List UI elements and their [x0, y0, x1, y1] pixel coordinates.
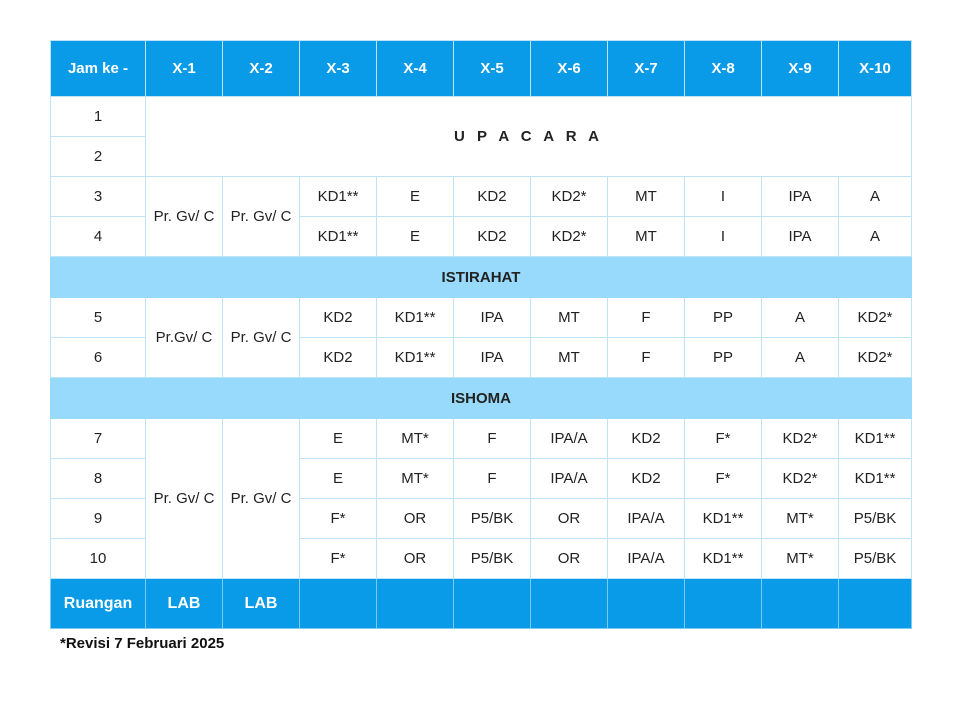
lab-session-cell: Pr. Gv/ C: [223, 177, 300, 257]
subject-cell: IPA/A: [608, 499, 685, 539]
subject-cell: IPA: [454, 338, 531, 378]
room-cell: [377, 579, 454, 629]
lab-session-cell: Pr. Gv/ C: [146, 419, 223, 579]
subject-cell: P5/BK: [839, 539, 912, 579]
header-class-x7: X-7: [608, 41, 685, 97]
header-class-x3: X-3: [300, 41, 377, 97]
subject-cell: KD2*: [839, 338, 912, 378]
jam-cell: 2: [51, 137, 146, 177]
subject-cell: P5/BK: [454, 539, 531, 579]
subject-cell: MT*: [762, 499, 839, 539]
subject-cell: KD2: [300, 298, 377, 338]
subject-cell: A: [762, 298, 839, 338]
subject-cell: MT*: [762, 539, 839, 579]
subject-cell: E: [377, 217, 454, 257]
room-row: [51, 579, 912, 629]
break-label: ISHOMA: [51, 378, 912, 419]
header-class-x1: X-1: [146, 41, 223, 97]
subject-cell: F*: [300, 499, 377, 539]
room-cell: [454, 579, 531, 629]
room-cell: [685, 579, 762, 629]
subject-cell: E: [300, 419, 377, 459]
schedule-table: [50, 40, 912, 629]
subject-cell: KD2*: [762, 419, 839, 459]
lab-session-cell: Pr.Gv/ C: [146, 298, 223, 378]
table-row: [51, 298, 912, 338]
room-cell: [300, 579, 377, 629]
subject-cell: KD2: [300, 338, 377, 378]
jam-cell: 9: [51, 499, 146, 539]
subject-cell: MT: [531, 298, 608, 338]
break-row-istirahat: [51, 257, 912, 298]
table-row: [51, 177, 912, 217]
header-class-x9: X-9: [762, 41, 839, 97]
subject-cell: KD2*: [531, 177, 608, 217]
subject-cell: KD1**: [685, 539, 762, 579]
subject-cell: KD2: [454, 177, 531, 217]
subject-cell: P5/BK: [839, 499, 912, 539]
header-class-x8: X-8: [685, 41, 762, 97]
subject-cell: KD2: [608, 459, 685, 499]
subject-cell: IPA: [762, 217, 839, 257]
subject-cell: I: [685, 217, 762, 257]
header-class-x5: X-5: [454, 41, 531, 97]
subject-cell: IPA: [762, 177, 839, 217]
subject-cell: OR: [531, 539, 608, 579]
subject-cell: MT: [608, 177, 685, 217]
subject-cell: A: [762, 338, 839, 378]
subject-cell: E: [300, 459, 377, 499]
break-label: ISTIRAHAT: [51, 257, 912, 298]
jam-cell: 4: [51, 217, 146, 257]
subject-cell: IPA/A: [531, 459, 608, 499]
header-class-x10: X-10: [839, 41, 912, 97]
jam-cell: 7: [51, 419, 146, 459]
header-class-x2: X-2: [223, 41, 300, 97]
subject-cell: OR: [377, 539, 454, 579]
subject-cell: MT*: [377, 459, 454, 499]
table-row: [51, 97, 912, 137]
subject-cell: KD2*: [531, 217, 608, 257]
subject-cell: F: [608, 338, 685, 378]
room-cell: [762, 579, 839, 629]
subject-cell: I: [685, 177, 762, 217]
jam-cell: 8: [51, 459, 146, 499]
room-cell: [839, 579, 912, 629]
lab-session-cell: Pr. Gv/ C: [146, 177, 223, 257]
subject-cell: PP: [685, 338, 762, 378]
subject-cell: F: [454, 459, 531, 499]
subject-cell: MT: [608, 217, 685, 257]
subject-cell: OR: [531, 499, 608, 539]
subject-cell: MT*: [377, 419, 454, 459]
subject-cell: KD2*: [839, 298, 912, 338]
upacara-cell: U P A C A R A: [146, 97, 912, 177]
jam-cell: 5: [51, 298, 146, 338]
room-cell: [531, 579, 608, 629]
subject-cell: KD2: [608, 419, 685, 459]
header-class-x4: X-4: [377, 41, 454, 97]
subject-cell: F: [608, 298, 685, 338]
jam-cell: 1: [51, 97, 146, 137]
room-cell: [608, 579, 685, 629]
header-row: [51, 41, 912, 97]
subject-cell: IPA/A: [531, 419, 608, 459]
subject-cell: F*: [685, 459, 762, 499]
subject-cell: P5/BK: [454, 499, 531, 539]
subject-cell: E: [377, 177, 454, 217]
header-class-x6: X-6: [531, 41, 608, 97]
subject-cell: F: [454, 419, 531, 459]
jam-cell: 3: [51, 177, 146, 217]
subject-cell: KD1**: [685, 499, 762, 539]
subject-cell: KD1**: [839, 459, 912, 499]
subject-cell: PP: [685, 298, 762, 338]
subject-cell: KD2*: [762, 459, 839, 499]
subject-cell: KD1**: [300, 217, 377, 257]
subject-cell: KD2: [454, 217, 531, 257]
subject-cell: A: [839, 177, 912, 217]
table-row: [51, 419, 912, 459]
subject-cell: F*: [300, 539, 377, 579]
lab-session-cell: Pr. Gv/ C: [223, 298, 300, 378]
jam-cell: 6: [51, 338, 146, 378]
subject-cell: MT: [531, 338, 608, 378]
subject-cell: A: [839, 217, 912, 257]
subject-cell: OR: [377, 499, 454, 539]
room-cell: LAB: [223, 579, 300, 629]
subject-cell: KD1**: [300, 177, 377, 217]
subject-cell: KD1**: [377, 298, 454, 338]
subject-cell: KD1**: [839, 419, 912, 459]
room-cell: LAB: [146, 579, 223, 629]
subject-cell: F*: [685, 419, 762, 459]
subject-cell: KD1**: [377, 338, 454, 378]
header-jam: Jam ke -: [51, 41, 146, 97]
revision-note: *Revisi 7 Februari 2025: [60, 635, 225, 652]
subject-cell: IPA/A: [608, 539, 685, 579]
room-label: Ruangan: [51, 579, 146, 629]
subject-cell: IPA: [454, 298, 531, 338]
jam-cell: 10: [51, 539, 146, 579]
break-row-ishoma: [51, 378, 912, 419]
lab-session-cell: Pr. Gv/ C: [223, 419, 300, 579]
